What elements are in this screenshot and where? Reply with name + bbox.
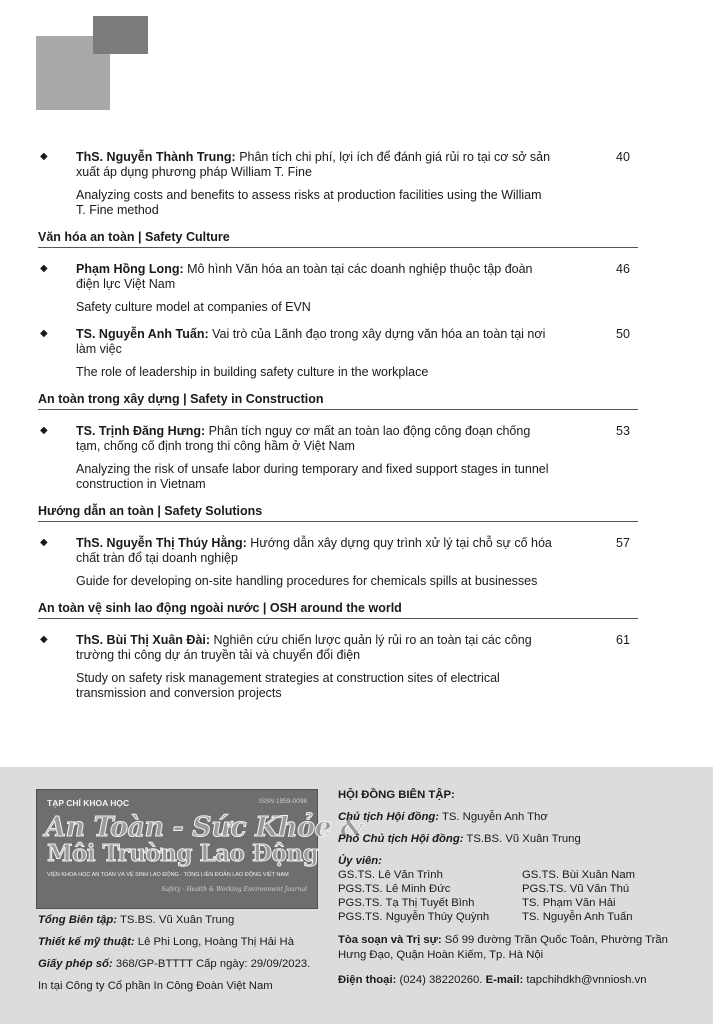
entry-page-number: 50: [616, 327, 630, 341]
entry-title-en: Analyzing costs and benefits to assess risks at production facilities using the William T. Fine method: [76, 188, 542, 217]
diamond-bullet-icon: ◆: [40, 263, 48, 274]
entry-title-en: The role of leadership in building safety culture in the workplace: [76, 365, 429, 379]
entry-page-number: 40: [616, 150, 630, 164]
member-name: PGS.TS. Nguyễn Thúy Quỳnh: [338, 911, 490, 923]
member-name: PGS.TS. Lê Minh Đức: [338, 883, 451, 895]
toc-entry: [38, 633, 638, 701]
entry-title-text: Nghiên cứu chiến lược quản lý rủi ro an toàn tại các công trường thi công dự án truyền tải và chuyển đổi điện: [76, 633, 532, 662]
colophon-footer: [0, 767, 713, 1024]
vice-chair-label: Phó Chủ tịch Hội đồng:: [338, 833, 464, 845]
entry-title-en: Analyzing the risk of unsafe labor during temporary and fixed support stages in tunnel construction in Vietnam: [76, 462, 549, 491]
entry-title-text: Phân tích nguy cơ mất an toàn lao động công đoạn chống tạm, chống cố định trong thi công hầm ở Việt Nam: [76, 424, 531, 453]
diamond-bullet-icon: ◆: [40, 634, 48, 645]
design-value: Lê Phi Long, Hoàng Thị Hải Hà: [134, 936, 294, 948]
masthead-tagline: Safety - Health & Working Environment Journal: [161, 886, 307, 893]
entry-title-vi: [76, 262, 552, 292]
entry-title-vi: [76, 150, 552, 180]
entry-author: Phạm Hồng Long:: [76, 262, 184, 276]
editor-value: TS.BS. Vũ Xuân Trung: [117, 914, 235, 926]
editor-label: Tổng Biên tập:: [38, 914, 118, 926]
section-heading: An toàn trong xây dựng | Safety in Construction: [38, 392, 638, 410]
diamond-bullet-icon: ◆: [40, 328, 48, 339]
board-heading: HỘI ĐỒNG BIÊN TẬP:: [338, 789, 455, 801]
entry-title-en: Study on safety risk management strategies at construction sites of electrical transmission and conversion projects: [76, 671, 500, 700]
member-name: PGS.TS. Tạ Thị Tuyết Bình: [338, 897, 475, 909]
entry-title-vi: [76, 633, 552, 663]
email-value: tapchihdkh@vnniosh.vn: [523, 974, 647, 986]
chair-value: TS. Nguyễn Anh Thơ: [439, 811, 548, 823]
members-list: [338, 869, 688, 923]
printer-line: In tại Công ty Cổ phần In Công Đoàn Việt Nam: [38, 980, 273, 992]
design-label: Thiết kế mỹ thuật:: [38, 936, 135, 948]
diamond-bullet-icon: ◆: [40, 151, 48, 162]
entry-title-en: Guide for developing on-site handling procedures for chemicals spills at businesses: [76, 574, 538, 588]
office-address: [338, 933, 688, 963]
entry-author: ThS. Nguyễn Thị Thúy Hằng:: [76, 536, 247, 550]
section-heading: Hướng dẫn an toàn | Safety Solutions: [38, 504, 638, 522]
office-label: Tòa soạn và Trị sự:: [338, 934, 442, 946]
toc-entry: [38, 536, 638, 589]
entry-page-number: 53: [616, 424, 630, 438]
license-label: Giấy phép số:: [38, 958, 113, 970]
entry-title-en: Safety culture model at companies of EVN: [76, 300, 311, 314]
member-name: GS.TS. Lê Văn Trình: [338, 869, 443, 881]
vice-chair-line: [338, 833, 688, 845]
email-label: E-mail:: [485, 974, 524, 986]
member-name: TS. Phạm Văn Hải: [522, 897, 616, 909]
entry-page-number: 46: [616, 262, 630, 276]
member-name: GS.TS. Bùi Xuân Nam: [522, 869, 636, 881]
section-heading: An toàn vệ sinh lao động ngoài nước | OSH around the world: [38, 601, 638, 619]
phone-label: Điện thoại:: [338, 974, 397, 986]
contact-line: [338, 974, 688, 986]
design-line: [38, 936, 310, 948]
entry-title-text: Hướng dẫn xây dựng quy trình xử lý tại chỗ sự cố hóa chất tràn đổ tại doanh nghiệp: [76, 536, 552, 565]
section-heading: Văn hóa an toàn | Safety Culture: [38, 230, 638, 248]
members-label: Ủy viên:: [338, 855, 382, 867]
entry-title-vi: [76, 536, 552, 566]
entry-title-vi: [76, 327, 552, 357]
entry-author: TS. Trịnh Đăng Hưng:: [76, 424, 206, 438]
masthead-subtitle: VIỆN KHOA HỌC AN TOÀN VÀ VỆ SINH LAO ĐỘNG - TỔNG LIÊN ĐOÀN LAO ĐỘNG VIỆT NAM: [47, 872, 289, 878]
decorative-square-dark: [93, 16, 148, 54]
masthead-title-line2: Môi Trường Lao Động: [47, 840, 319, 867]
office-value: Số 99 đường Trần Quốc Toản, Phường Trần Hưng Đạo, Quận Hoàn Kiếm, Tp. Hà Nội: [338, 934, 668, 961]
editor-line: [38, 914, 310, 926]
license-value: 368/GP-BTTTT Cấp ngày: 29/09/2023.: [112, 958, 311, 970]
entry-title-vi: [76, 424, 552, 454]
vice-chair-value: TS.BS. Vũ Xuân Trung: [463, 833, 581, 845]
chair-label: Chủ tịch Hội đồng:: [338, 811, 440, 823]
masthead-label: TẠP CHÍ KHOA HỌC: [47, 798, 130, 808]
chair-line: [338, 811, 688, 823]
entry-author: ThS. Nguyễn Thành Trung:: [76, 150, 236, 164]
member-name: TS. Nguyễn Anh Tuấn: [522, 911, 633, 923]
entry-title-text: Phân tích chi phí, lợi ích để đánh giá rủi ro tại cơ sở sản xuất áp dụng phương pháp William T. Fine: [76, 150, 551, 179]
masthead-issn: ISSN 1859-0098: [258, 798, 307, 805]
entry-title-text: Mô hình Văn hóa an toàn tại các doanh nghiệp thuộc tập đoàn điện lực Việt Nam: [76, 262, 533, 291]
diamond-bullet-icon: ◆: [40, 425, 48, 436]
toc-entry: [38, 150, 638, 218]
toc-entry: [38, 327, 638, 380]
toc-entry: [38, 424, 638, 492]
diamond-bullet-icon: ◆: [40, 537, 48, 548]
toc-entry: [38, 262, 638, 315]
entry-page-number: 57: [616, 536, 630, 550]
license-line: [38, 958, 310, 970]
phone-value: (024) 38220260.: [396, 974, 486, 986]
masthead-title-line1: An Toàn - Sức Khỏe &: [45, 812, 365, 843]
editorial-board: [338, 789, 688, 986]
member-name: PGS.TS. Vũ Văn Thú: [522, 883, 630, 895]
credits-block: [38, 914, 310, 1002]
table-of-contents: [38, 150, 638, 713]
entry-author: TS. Nguyễn Anh Tuấn:: [76, 327, 209, 341]
entry-page-number: 61: [616, 633, 630, 647]
entry-title-text: Vai trò của Lãnh đạo trong xây dựng văn hóa an toàn tại nơi làm việc: [76, 327, 546, 356]
entry-author: ThS. Bùi Thị Xuân Đài:: [76, 633, 211, 647]
